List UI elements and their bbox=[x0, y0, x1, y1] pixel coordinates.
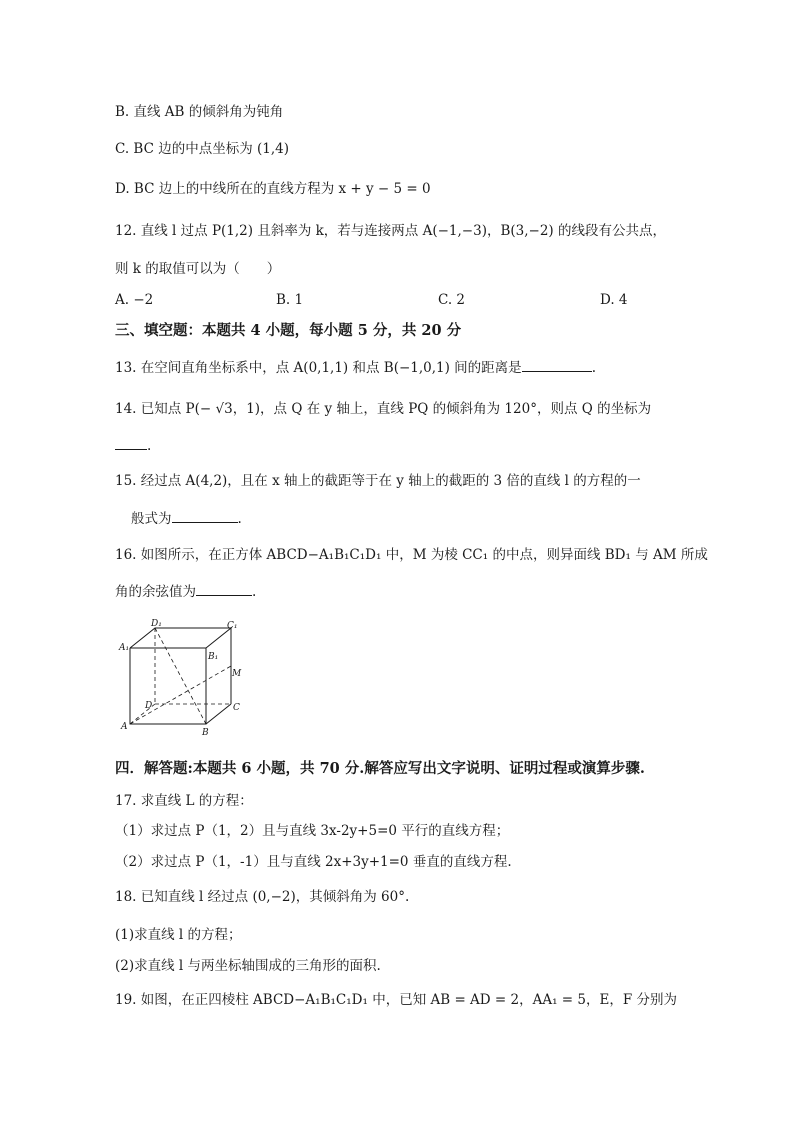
section3-title: 三、填空题：本题共 4 小题，每小题 5 分，共 20 分 bbox=[115, 322, 462, 339]
option-b: B. 直线 AB 的倾斜角为钝角 bbox=[115, 104, 284, 120]
q17-title: 17. 求直线 L 的方程： bbox=[115, 793, 253, 809]
label-d1: D₁ bbox=[151, 619, 162, 629]
q13 bbox=[115, 358, 596, 377]
segment-am bbox=[130, 666, 231, 724]
edge-cb bbox=[206, 704, 231, 724]
q12-option-a: A. −2 bbox=[115, 292, 154, 308]
q16-line2-text: 角的余弦值为 bbox=[115, 584, 196, 600]
q12-line1: 12. 直线 l 过点 P(1,2) 且斜率为 k，若与连接两点 A(−1,−3)，B(3,−2) 的线段有公共点， bbox=[115, 223, 666, 239]
q13-end: . bbox=[591, 360, 596, 376]
label-c1: C₁ bbox=[227, 621, 238, 631]
q14-answer-blank[interactable] bbox=[115, 436, 147, 450]
section4-title: 四．解答题:本题共 6 小题，共 70 分.解答应写出文字说明、证明过程或演算步骤. bbox=[115, 760, 645, 777]
q15-line1: 15. 经过点 A(4,2)，且在 x 轴上的截距等于在 y 轴上的截距的 3 倍的直线 l 的方程的一 bbox=[115, 473, 641, 489]
label-d: D bbox=[145, 701, 153, 711]
q14-line1: 14. 已知点 P(− √3，1)，点 Q 在 y 轴上，直线 PQ 的倾斜角为 120°，则点 Q 的坐标为 bbox=[115, 401, 652, 417]
label-b: B bbox=[202, 728, 209, 736]
label-b1: B₁ bbox=[208, 652, 219, 662]
front-face bbox=[130, 648, 206, 724]
q18-part1: (1)求直线 l 的方程； bbox=[115, 927, 242, 943]
q15-line2-text: 般式为 bbox=[131, 511, 172, 527]
q13-answer-blank[interactable] bbox=[522, 358, 592, 372]
q16-line1: 16. 如图所示，在正方体 ABCD−A₁B₁C₁D₁ 中，M 为棱 CC₁ 的中点，则异面线 BD₁ 与 AM 所成 bbox=[115, 547, 708, 563]
q14-line2 bbox=[115, 436, 151, 455]
q14-end: . bbox=[147, 438, 152, 454]
option-d: D. BC 边上的中线所在的直线方程为 x + y − 5 = 0 bbox=[115, 181, 431, 197]
q16-answer-blank[interactable] bbox=[196, 582, 252, 596]
q16-end: . bbox=[252, 584, 257, 600]
top-face-edges bbox=[130, 628, 231, 648]
q12-option-d: D. 4 bbox=[600, 292, 628, 308]
q13-text: 13. 在空间直角坐标系中，点 A(0,1,1) 和点 B(−1,0,1) 间的距离是 bbox=[115, 360, 522, 376]
segment-d1b bbox=[155, 628, 206, 724]
q15-answer-blank[interactable] bbox=[172, 509, 238, 523]
q18-title: 18. 已知直线 l 经过点 (0,−2)，其倾斜角为 60°. bbox=[115, 889, 410, 905]
q12-line2: 则 k 的取值可以为（ ） bbox=[115, 261, 281, 277]
label-m: M bbox=[232, 669, 242, 679]
q12-option-b: B. 1 bbox=[276, 292, 304, 308]
q16-line2 bbox=[115, 582, 256, 601]
q12-option-c: C. 2 bbox=[438, 292, 466, 308]
option-c: C. BC 边的中点坐标为 (1,4) bbox=[115, 141, 290, 157]
q17-part2: （2）求过点 P（1，-1）且与直线 2x+3y+1=0 垂直的直线方程. bbox=[115, 854, 512, 870]
q18-part2: (2)求直线 l 与两坐标轴围成的三角形的面积. bbox=[115, 958, 381, 974]
label-c: C bbox=[233, 703, 240, 713]
label-a: A bbox=[121, 722, 128, 732]
q15-end: . bbox=[237, 511, 242, 527]
q15-line2 bbox=[131, 509, 242, 528]
cube-figure bbox=[118, 618, 248, 736]
label-a1: A₁ bbox=[119, 643, 130, 653]
q19-line1: 19. 如图，在正四棱柱 ABCD−A₁B₁C₁D₁ 中，已知 AB = AD = 2，AA₁ = 5，E，F 分别为 bbox=[115, 992, 678, 1008]
q17-part1: （1）求过点 P（1，2）且与直线 3x-2y+5=0 平行的直线方程； bbox=[115, 823, 510, 839]
